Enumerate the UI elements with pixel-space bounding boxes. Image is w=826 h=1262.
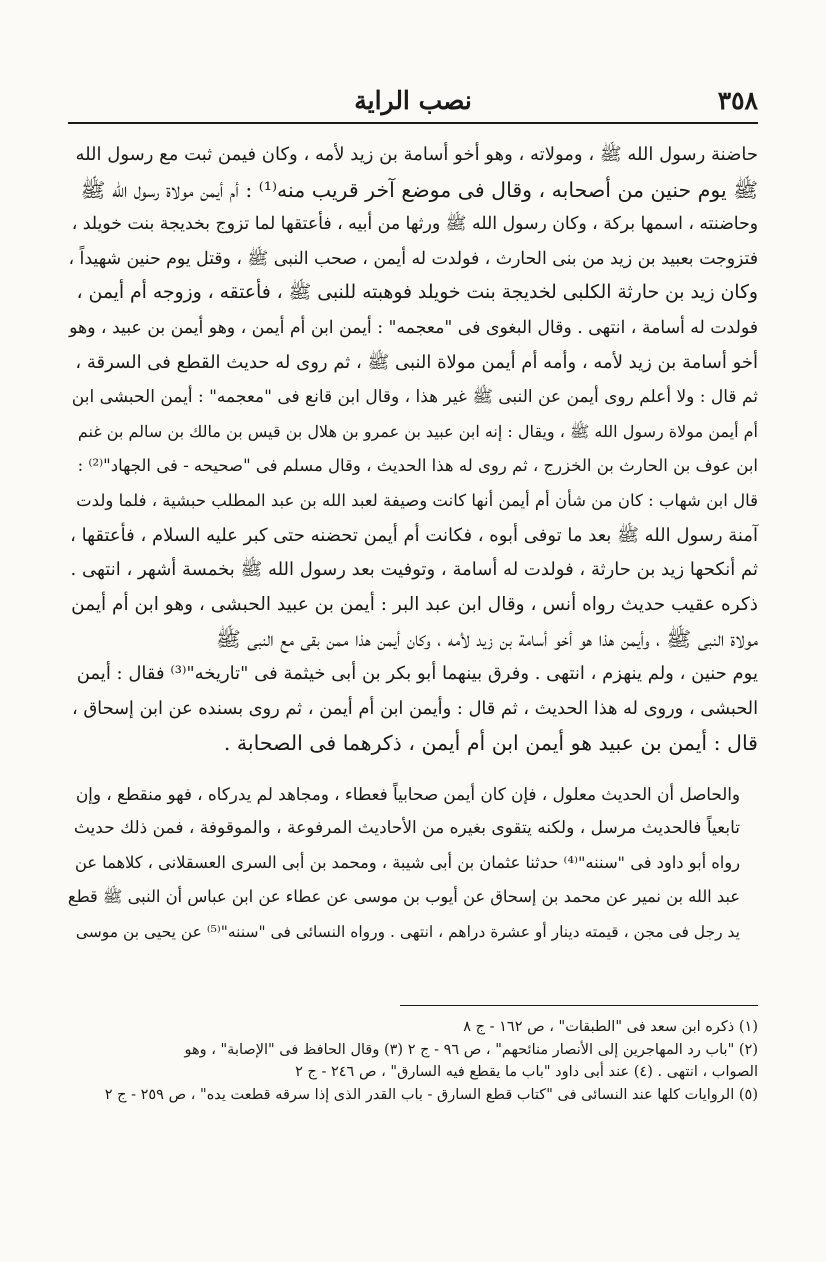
text-line: ذكره عقيب حديث رواه أنس ، وقال ابن عبد البر : أيمن بن عبيد الحبشى ، وهو ابن أم أيمن	[71, 593, 758, 615]
paragraph-1	[68, 138, 758, 761]
text-line: الحبشى ، وروى له هذا الحديث ، ثم قال : وأيمن ابن أم أيمن ، ثم روى بسنده عن ابن إسحاق ،	[72, 698, 758, 719]
text-line: ثم قال : ولا أعلم روى أيمن عن النبى ﷺ غير هذا ، وقال ابن قانع فى "معجمه" : أيمن الحبشى ابن	[71, 387, 758, 408]
text-line: ﷺ يوم حنين من أصحابه ، وقال فى موضع آخر قريب منه⁽¹⁾ : أم أيمن مولاة رسول الله ﷺ	[80, 177, 758, 202]
footnote: (٢) "باب رد المهاجرين إلى الأنصار منائحهم" ، ص ٩٦ - ج ٢ (٣) وقال الحافظ فى "الإصابة" ، وهو	[184, 1041, 758, 1058]
text-line: عبد الله بن نمير عن محمد بن إسحاق عن أيوب بن موسى عن عطاء عن ابن عباس أن النبى ﷺ قطع	[67, 887, 740, 907]
text-line: أم أيمن مولاة رسول الله ﷺ ، ويقال : إنه ابن عبيد بن عمرو بن هلال بن قيس بن مالك بن سالم بن غنم	[77, 421, 758, 441]
text-line: وحاضنته ، اسمها بركة ، وكان رسول الله ﷺ ورثها من أبيه ، فأعتقها لما تزوج بخديجة بنت خويلد ،	[71, 214, 758, 235]
page-number: ٣٥٨	[717, 86, 758, 115]
text-line: قال : أيمن بن عبيد هو أيمن ابن أم أيمن ، ذكرهما فى الصحابة .	[223, 731, 758, 756]
text-line: وكان زيد بن حارثة الكلبى لخديجة بنت خويلد فوهبته للنبى ﷺ ، فأعتقه ، وزوجه أم أيمن ،	[76, 282, 758, 304]
text-line: فتزوجت بعبيد بن زيد من بنى الحارث ، فولدت له أيمن ، صحب النبى ﷺ ، وقتل يوم حنين شهيداً ،	[68, 248, 758, 269]
text-line: تابعياً فالحديث مرسل ، ولكنه يتقوى بغيره من الأحاديث المرفوعة ، والموقوفة ، فمن ذلك حديث	[73, 818, 740, 839]
footnotes	[68, 1016, 758, 1106]
text-line: ثم أنكحها زيد بن حارثة ، فولدت له أسامة ، وتوفيت بعد رسول الله ﷺ بخمسة أشهر ، انتهى .	[70, 559, 758, 581]
paragraph-2	[68, 777, 758, 950]
footnote-separator	[400, 1005, 758, 1006]
text-line: يوم حنين ، ولم ينهزم ، انتهى . وفرق بينهما أبو بكر بن أبى خيثمة فى "تاريخه"⁽³⁾ فقال : أيمن	[76, 662, 758, 684]
text-line: والحاصل أن الحديث معلول ، فإن كان أيمن صحابياً فعطاء ، ومجاهد لم يدركاه ، فهو منقطع ، وإن	[75, 783, 740, 804]
text-line: رواه أبو داود فى "سننه"⁽⁴⁾ حدثنا عثمان بن أبى شيبة ، ومحمد بن أبى السرى العسقلانى ، كلاهما عن	[74, 852, 740, 872]
footnote: الصواب ، انتهى . (٤) عند أبى داود "باب ما يقطع فيه السارق" ، ص ٢٤٦ - ج ٢	[295, 1064, 758, 1080]
text-line: أخو أسامة بن زيد لأمه ، وأمه أم أيمن مولاة النبى ﷺ ، ثم روى له حديث القطع فى السرقة ،	[75, 351, 758, 373]
page-header	[68, 82, 758, 124]
text-line: قال ابن شهاب : كان من شأن أم أيمن أنها كانت وصيفة لعبد الله بن عبد المطلب حبشية ، فلما ولدت	[76, 490, 758, 510]
main-text	[68, 138, 758, 950]
text-line: ابن عوف بن الحارث بن الخزرج ، ثم روى له هذا الحديث ، وقال مسلم فى "صحيحه - فى الجهاد"⁽²⁾ :	[77, 456, 758, 476]
text-line: فولدت له أسامة ، انتهى . وقال البغوى فى "معجمه" : أيمن ابن أم أيمن ، وهو أيمن بن عبيد ، وهو	[69, 317, 758, 338]
text-line: آمنة رسول الله ﷺ بعد ما توفى أبوه ، فكانت أم أيمن تحضنه حتى كبر عليه السلام ، فأعتقها ،	[70, 524, 758, 546]
text-line: مولاة النبى ﷺ ، وأيمن هذا هو أخو أسامة بن زيد لأمه ، وكان أيمن هذا ممن بقى مع النبى ﷺ	[216, 627, 758, 652]
footnote: (١) ذكره ابن سعد فى "الطبقات" ، ص ١٦٢ - ج ٨	[463, 1019, 758, 1035]
running-title: نصب الراية	[354, 86, 472, 115]
footnote: (٥) الروايات كلها عند النسائى فى "كتاب قطع السارق - باب القدر الذى إذا سرقه قطعت يده" ، ص ٢٥٩ - ج ٢	[104, 1086, 758, 1103]
text-line: يد رجل فى مجن ، قيمته دينار أو عشرة دراهم ، انتهى . ورواه النسائى فى "سننه"⁽⁵⁾ عن يحيى بن موسى	[75, 923, 740, 942]
text-line: حاضنة رسول الله ﷺ ، ومولاته ، وهو أخو أسامة بن زيد لأمه ، وكان فيمن ثبت مع رسول الله	[75, 144, 758, 165]
